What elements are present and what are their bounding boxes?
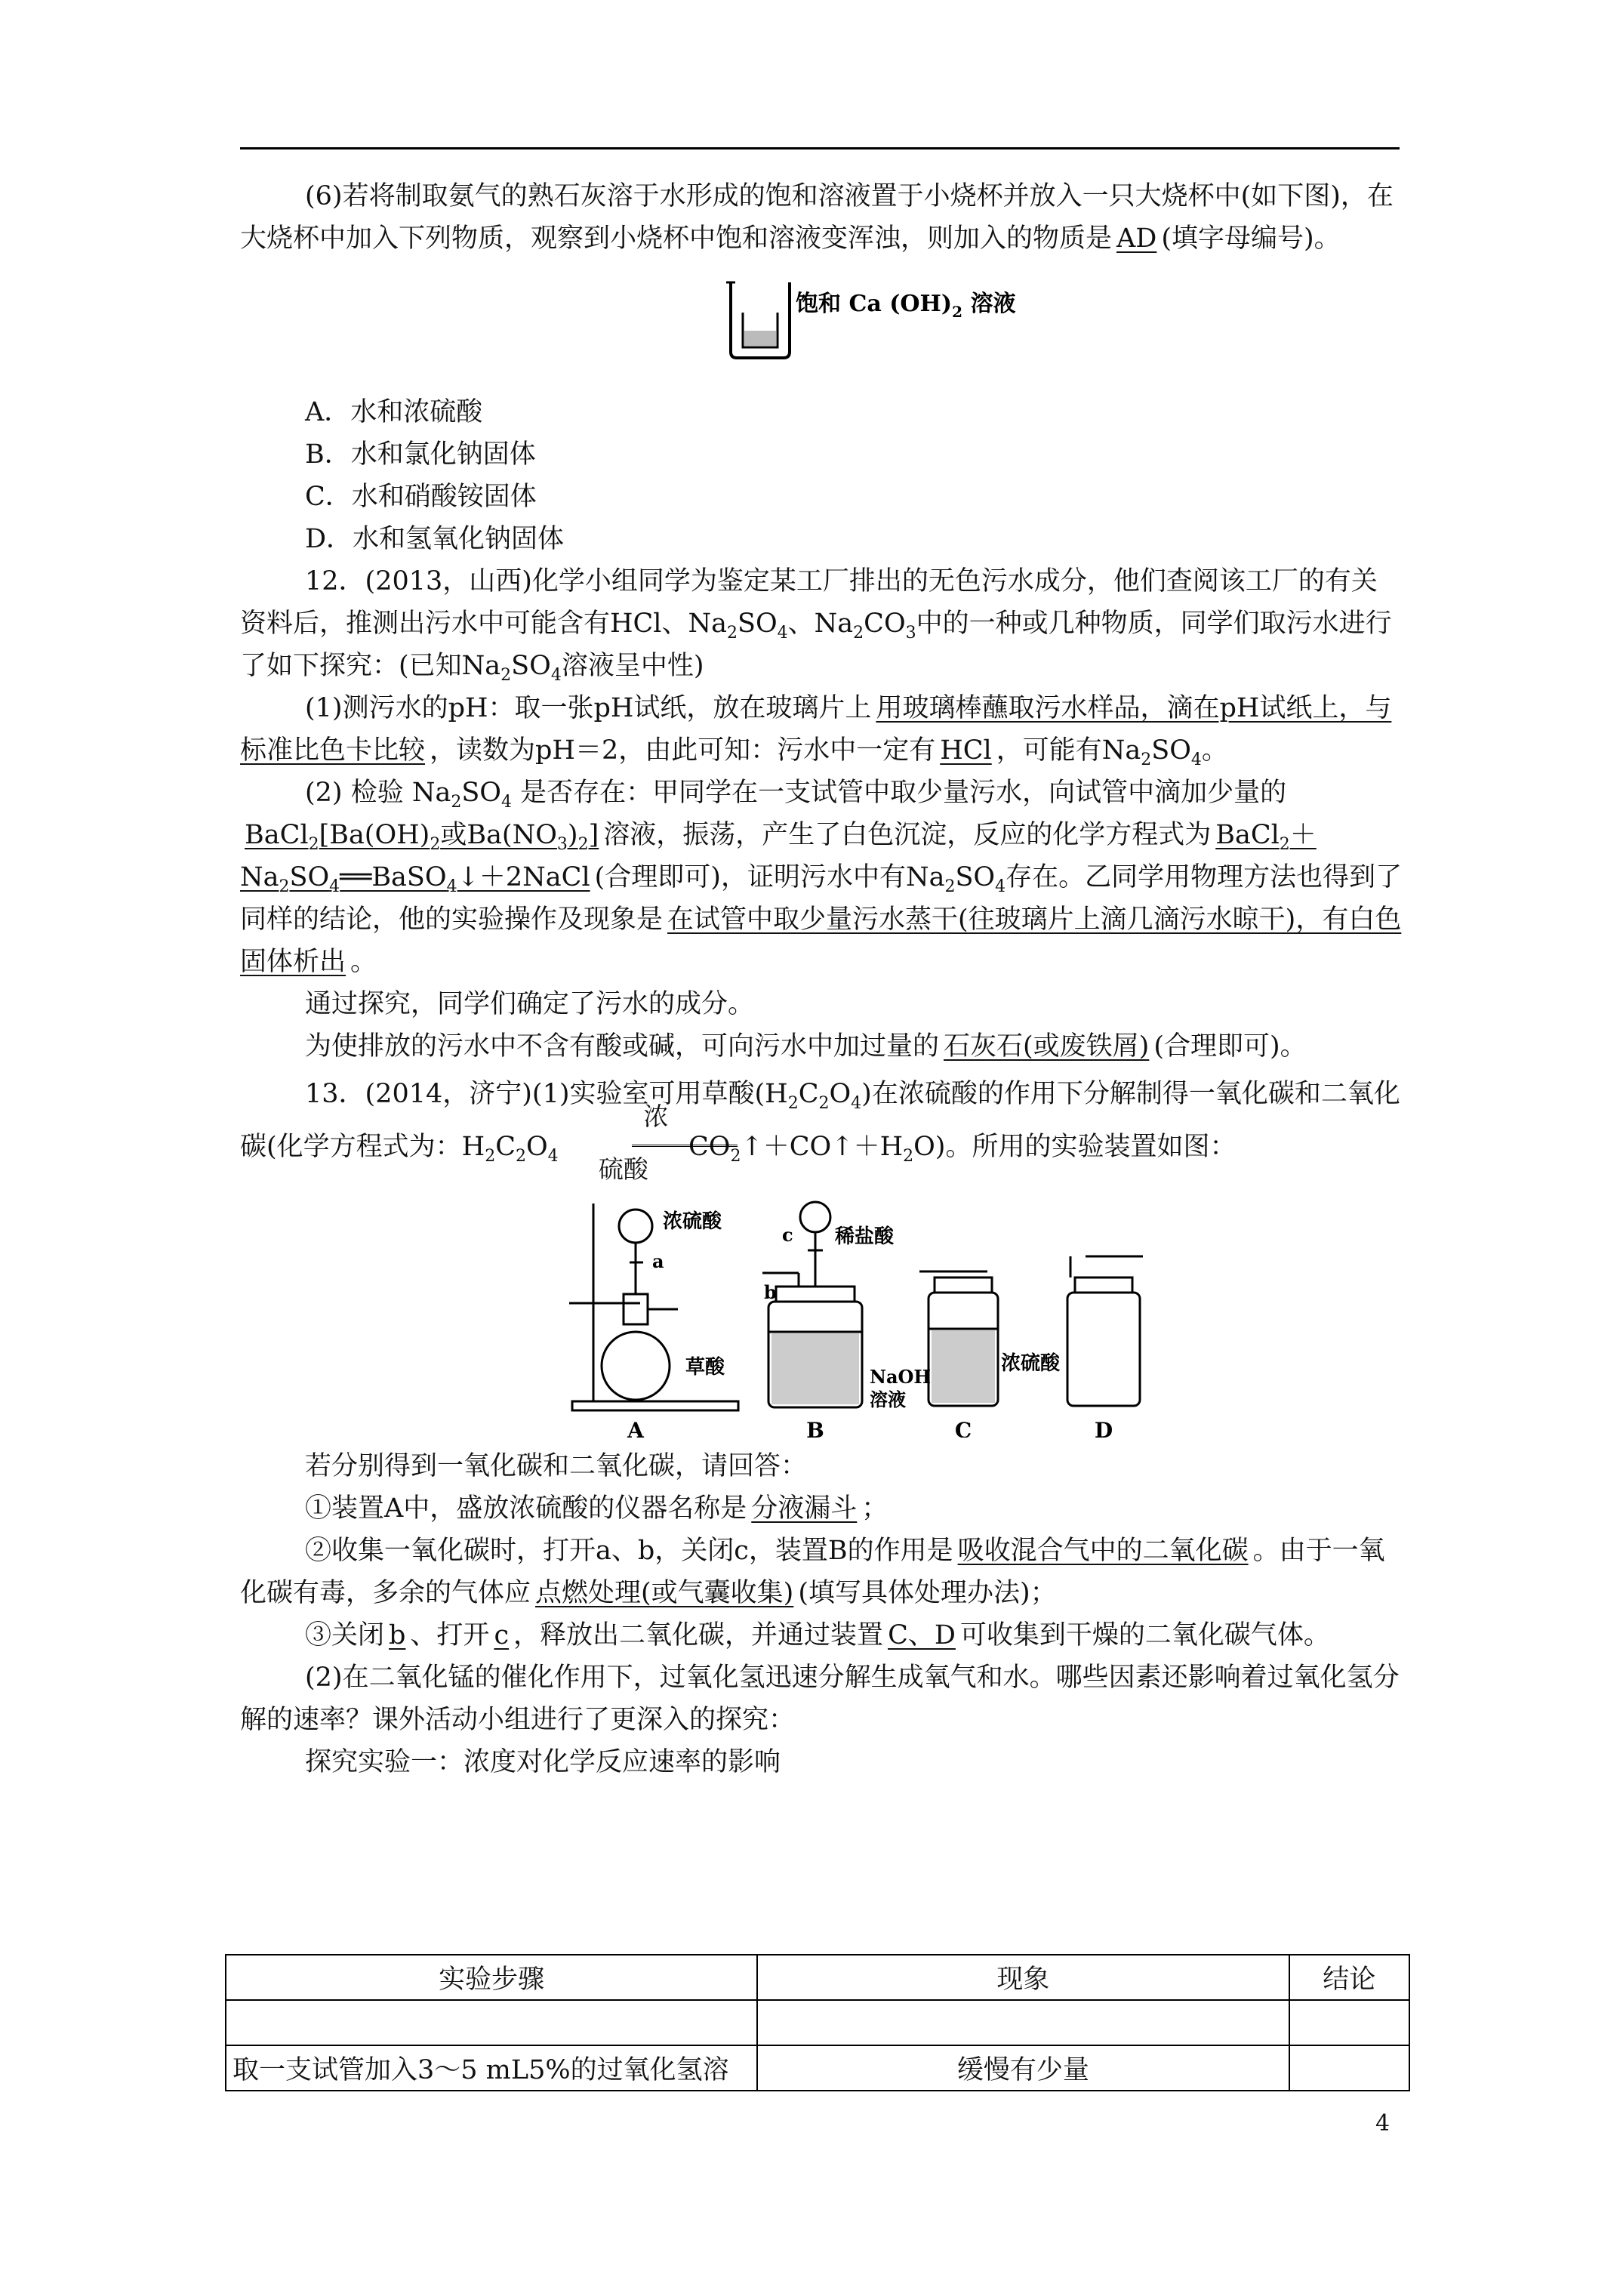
table-row	[226, 2045, 1409, 2091]
q11-part6-text: (6)若将制取氨气的熟石灰溶于水形成的饱和溶液置于小烧杯并放入一只大烧杯中(如下图)，在大烧杯中加入下列物质，观察到小烧杯中饱和溶液变浑浊，则加入的物质是 AD (填字母编号)。	[240, 181, 1394, 254]
caption-d: D	[1094, 1418, 1113, 1438]
option-a: A．水和浓硫酸	[305, 397, 483, 427]
acid-liquid	[932, 1330, 995, 1403]
q13-intro: 13．(2014，济宁)(1)实验室可用草酸$(H_2C_2O_4)$在浓硫酸的作用下分解制得一氧化碳和二氧化碳(化学方程式为：$H_2C_2O_4$ 浓硫酸 $CO_2↑+CO↑+H_2O$)。所用的实验装置如图：	[240, 1079, 1400, 1184]
label-dilute-acid: 稀盐酸	[835, 1225, 895, 1248]
label-oxalic-acid: 草酸	[685, 1356, 725, 1379]
beaker-figure	[240, 267, 1403, 381]
q13-part3: ②收集一氧化碳时，打开a、b，关闭c，装置B的作用是 吸收混合气中的二氧化碳 。由于一氧化碳有毒，多余的气体应 点燃处理(或气囊收集) (填写具体处理办法)；	[240, 1536, 1385, 1608]
q13-part6: 探究实验一：浓度对化学反应速率的影响	[305, 1747, 781, 1777]
label-a: a	[652, 1250, 664, 1272]
apparatus-a	[569, 1203, 738, 1410]
table-header: 现象	[757, 1955, 1289, 2000]
label-solution: 溶液	[870, 1388, 906, 1410]
page-content	[240, 175, 1403, 1783]
table-header: 结论	[1289, 1955, 1409, 2000]
q13-part5: (2)在二氧化锰的催化作用下，过氧化氢迅速分解生成氧气和水。哪些因素还影响着过氧化氢分解的速率？课外活动小组进行了更深入的探究：	[240, 1663, 1400, 1735]
q12-part1: (1)测污水的pH：取一张pH试纸，放在玻璃片上 用玻璃棒蘸取污水样品，滴在pH试纸上，与标准比色卡比较 ，读数为pH＝2，由此可知：污水中一定有 HCl ，可能有$Na_2SO_4$。	[240, 693, 1392, 769]
option-d: D．水和氢氧化钠固体	[305, 524, 565, 554]
option-b: B．水和氯化钠固体	[305, 439, 536, 470]
table-header-row	[226, 1955, 1409, 2000]
naoh-liquid	[771, 1333, 859, 1404]
table-cell	[1289, 2000, 1409, 2045]
caption-a: A	[627, 1418, 644, 1438]
q12-part2: (2) 检验 $Na_2SO_4$ 是否存在：甲同学在一支试管中取少量污水，向试管中滴加少量的$BaCl_2[Ba(OH)_2$或$Ba(NO_3)_2$] 溶液，振荡，产生了白色沉淀，反应的化学方程式为 $BaCl_2+Na_2SO_4══BaSO_4↓+2NaCl$ (合理即可)，证明污水中有$Na_2SO_4$存在。乙同学用物理方法也得到了同样的结论，他的实验操作及现象是 在试管中取少量污水蒸干(往玻璃片上滴几滴污水晾干)，有白色固体析出 。	[240, 778, 1403, 977]
q13-part2: ①装置A中，盛放浓硫酸的仪器名称是 分液漏斗 ；	[305, 1493, 888, 1524]
table-cell	[757, 2000, 1289, 2045]
beaker-diagram	[726, 282, 790, 358]
table-header: 实验步骤	[226, 1955, 757, 2000]
caption-b: B	[806, 1418, 824, 1438]
apparatus-figure	[240, 1188, 1403, 1438]
table-cell	[226, 2000, 757, 2045]
table-cell: 取一支试管加入3～5 mL5%的过氧化氢溶	[226, 2045, 757, 2091]
experiment-table	[225, 1954, 1410, 2091]
caption-c: C	[954, 1418, 972, 1438]
table-row	[226, 2000, 1409, 2045]
q12-intro: 12．(2013，山西)化学小组同学为鉴定某工厂排出的无色污水成分，他们查阅该工厂的有关资料后，推测出污水中可能含有HCl、$Na_2SO_4$、$Na_2CO_3$中的一种或几种物质，同学们取污水进行了如下探究：(已知$Na_2SO_4$溶液呈中性)	[240, 566, 1392, 685]
label-c: c	[782, 1224, 793, 1246]
q13-part4: ③关闭 b 、打开 c ，释放出二氧化碳，并通过装置 C、D 可收集到干燥的二氧化碳气体。	[305, 1620, 1330, 1650]
q13-part1: 若分别得到一氧化碳和二氧化碳，请回答：	[305, 1451, 808, 1481]
page-number: 4	[1375, 2110, 1390, 2137]
option-c: C．水和硝酸铵固体	[305, 482, 537, 512]
beaker-label: 饱和 Ca $(OH)_2$ 溶液	[796, 291, 1016, 321]
header-rule	[240, 147, 1400, 149]
label-naoh: NaOH	[870, 1366, 932, 1388]
apparatus-d	[1067, 1256, 1143, 1406]
label-conc-acid: 浓硫酸	[663, 1210, 722, 1233]
answer-blank: AD	[1116, 223, 1157, 254]
table-cell	[1289, 2045, 1409, 2091]
label-b: b	[764, 1281, 777, 1303]
table-cell: 缓慢有少量	[757, 2045, 1289, 2091]
label-conc-acid-2: 浓硫酸	[1001, 1352, 1061, 1375]
q12-part3: 通过探究，同学们确定了污水的成分。	[305, 989, 755, 1019]
reaction-condition: 浓硫酸	[567, 1120, 680, 1173]
q12-part4: 为使排放的污水中不含有酸或碱，可向污水中加过量的 石灰石(或废铁屑) (合理即可)。	[305, 1031, 1307, 1062]
